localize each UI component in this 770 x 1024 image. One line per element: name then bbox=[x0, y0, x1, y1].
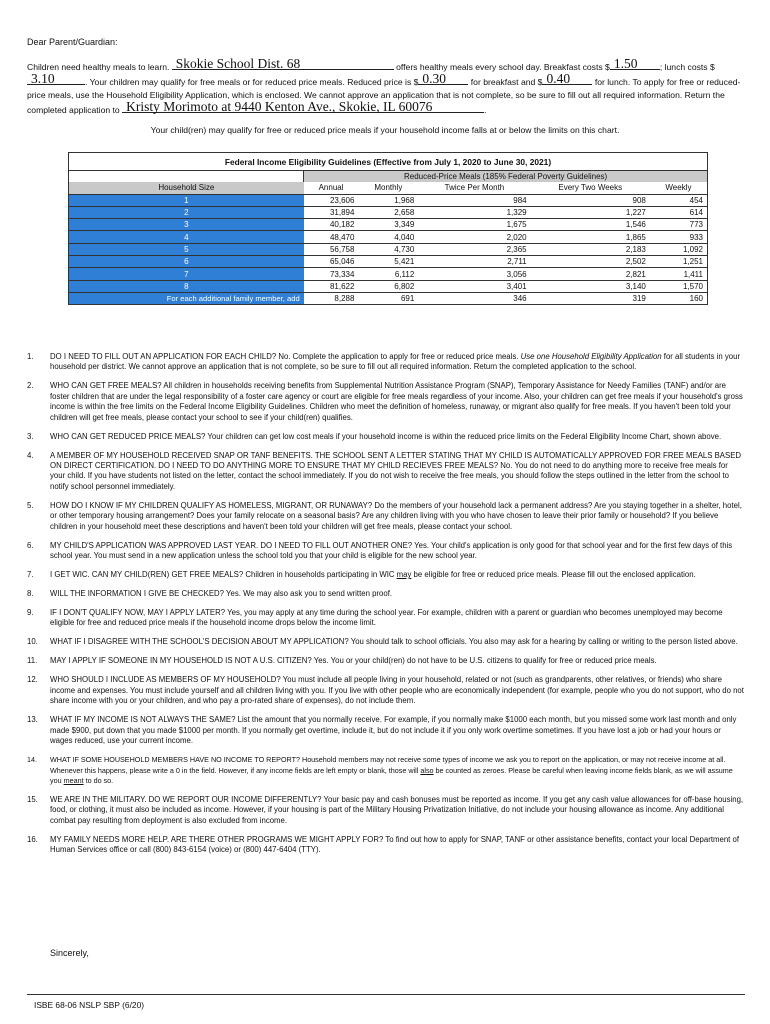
lunch-cost: 3.10 bbox=[31, 71, 55, 86]
faq-answer: be eligible for free or reduced price meals. Please fill out the enclosed application. bbox=[411, 570, 696, 580]
table-row bbox=[69, 206, 708, 218]
faq-item bbox=[27, 608, 745, 629]
income-cell: 1,865 bbox=[531, 231, 650, 243]
faq-item bbox=[27, 501, 745, 532]
household-size-cell: 8 bbox=[69, 280, 304, 292]
income-cell: 8,288 bbox=[304, 292, 359, 304]
greeting: Dear Parent/Guardian: bbox=[27, 37, 118, 47]
faq-answer-underline: may bbox=[396, 570, 412, 580]
table-row bbox=[69, 280, 708, 292]
household-size-cell: For each additional family member, add bbox=[69, 292, 304, 304]
income-cell: 48,470 bbox=[304, 231, 359, 243]
table-row bbox=[69, 268, 708, 280]
faq-item bbox=[27, 352, 745, 373]
income-cell: 4,730 bbox=[358, 243, 418, 255]
form-id-footer: ISBE 68-06 NSLP SBP (6/20) bbox=[34, 1000, 145, 1010]
household-size-cell: 2 bbox=[69, 206, 304, 218]
income-cell: 1,411 bbox=[650, 268, 708, 280]
closing: Sincerely, bbox=[50, 948, 89, 958]
breakfast-cost-field bbox=[610, 55, 660, 71]
faq-number: 11. bbox=[27, 656, 38, 666]
income-cell: 23,606 bbox=[304, 194, 359, 206]
table-row bbox=[69, 219, 708, 231]
faq-answer-emphasis: Use one Household Eligibility Application bbox=[520, 352, 662, 361]
faq-answer-underline: meant bbox=[63, 775, 84, 785]
income-cell: 5,421 bbox=[358, 256, 418, 268]
household-size-cell: 6 bbox=[69, 256, 304, 268]
faq-answer: Your children can get low cost meals if your household income is within the reduced price limits on the Federal Eligibility Income Chart, shown above. bbox=[205, 431, 722, 441]
household-size-cell: 3 bbox=[69, 219, 304, 231]
faq-question: MAY I APPLY IF SOMEONE IN MY HOUSEHOLD IS NOT A U.S. CITIZEN? bbox=[50, 656, 312, 666]
faq-item bbox=[27, 589, 745, 599]
intro-text: Children need healthy meals to learn. bbox=[27, 62, 170, 72]
breakfast-cost: 1.50 bbox=[613, 55, 638, 71]
faq-question: WHAT IF I DISAGREE WITH THE SCHOOL'S DECISION ABOUT MY APPLICATION? bbox=[50, 637, 349, 647]
household-size-cell: 7 bbox=[69, 268, 304, 280]
faq-question: DO I NEED TO FILL OUT AN APPLICATION FOR EACH CHILD? bbox=[50, 352, 277, 361]
household-size-cell: 4 bbox=[69, 231, 304, 243]
income-cell: 2,502 bbox=[531, 256, 650, 268]
lunch-cost-field bbox=[27, 73, 85, 85]
faq-question: WHAT IF SOME HOUSEHOLD MEMBERS HAVE NO INCOME TO REPORT? bbox=[50, 755, 300, 765]
col-header: Household Size bbox=[69, 182, 304, 194]
income-cell: 56,758 bbox=[304, 243, 359, 255]
income-cell: 160 bbox=[650, 292, 708, 304]
table-row bbox=[69, 292, 708, 304]
faq-number: 2. bbox=[27, 381, 34, 391]
faq-answer: To find out how to apply for SNAP, TANF or other assistance benefits, contact your local Department of Human Services office or call (800) 843-6154 (voice) or (800) 447-6404 (TTY). bbox=[50, 834, 739, 855]
faq-answer: You must include all people living in your household, related or not (such as grandparents, other relatives, or friends) who share income and expenses. You must include yourself and all children living with you. If you live with other people who are economically independent (for example, people who you do not support, who do not share income with you or your children, and who pay a pro-rated share of expenses), do not include them. bbox=[50, 675, 744, 706]
income-cell: 4,040 bbox=[358, 231, 418, 243]
faq-item bbox=[27, 675, 745, 706]
income-cell: 319 bbox=[531, 292, 650, 304]
faq-number: 6. bbox=[27, 540, 34, 550]
faq-answer: Yes, you may apply at any time during the school year. For example, children with a parent or guardian who becomes unemployed may become eligible for free and reduced price meals if the household income drops below the income limit. bbox=[50, 608, 723, 628]
faq-number: 1. bbox=[27, 352, 34, 361]
income-cell: 691 bbox=[358, 292, 418, 304]
faq-item bbox=[27, 835, 745, 856]
income-cell: 984 bbox=[418, 194, 530, 206]
col-header: Annual bbox=[304, 182, 359, 194]
income-cell: 2,183 bbox=[531, 243, 650, 255]
income-cell: 73,334 bbox=[304, 268, 359, 280]
faq-list bbox=[27, 352, 745, 864]
household-size-cell: 1 bbox=[69, 194, 304, 206]
faq-answer: Do the members of your household lack a permanent address? Are you staying together in a shelter, hotel, or other temporary housing arrangement? Does your family relocate on a seasonal basis? Are any children living with you who have chosen to leave their prior family or household? If you believe children in your household meet these descriptions and haven't been told your children will get free meals, please contact your school. bbox=[50, 500, 742, 531]
faq-question: I GET WIC. CAN MY CHILD(REN) GET FREE MEALS? bbox=[50, 570, 244, 580]
faq-item bbox=[27, 795, 745, 826]
col-header: Weekly bbox=[650, 182, 708, 194]
intro-text: for lunch. To apply for free or reduced-price meals, use the Household Eligibility Application, which is enclosed. We cannot approve an application that is not complete, so be sure to fill out all required information. Return the completed application to bbox=[27, 77, 741, 115]
faq-answer: No. You do not need to do anything more to receive free meals for your child. If you have students not listed on the letter, contact the school immediately. If you do not wish to receive the free meals, you should follow the steps outlined in the letter from the school to notify school personnel immediately. bbox=[50, 461, 729, 491]
table-row bbox=[69, 194, 708, 206]
faq-answer: Children in households participating in WIC bbox=[243, 570, 397, 580]
faq-item bbox=[27, 570, 745, 580]
faq-question: WHO CAN GET FREE MEALS? bbox=[50, 381, 162, 391]
faq-number: 8. bbox=[27, 589, 34, 599]
return-to-field bbox=[122, 98, 487, 115]
income-cell: 40,182 bbox=[304, 219, 359, 231]
income-cell: 1,675 bbox=[418, 219, 530, 231]
table-title: Federal Income Eligibility Guidelines (Effective from July 1, 2020 to June 30, 2021) bbox=[69, 153, 708, 171]
faq-question: IF I DON'T QUALIFY NOW, MAY I APPLY LATER? bbox=[50, 608, 226, 618]
income-cell: 3,056 bbox=[418, 268, 530, 280]
income-cell: 1,227 bbox=[531, 206, 650, 218]
intro-text: offers healthy meals every school day. Breakfast costs $ bbox=[396, 62, 610, 72]
intro-paragraph bbox=[27, 55, 745, 116]
income-cell: 81,622 bbox=[304, 280, 359, 292]
faq-number: 12. bbox=[27, 675, 38, 685]
faq-question: MY CHILD'S APPLICATION WAS APPROVED LAST YEAR. DO I NEED TO FILL OUT ANOTHER ONE? bbox=[50, 540, 413, 550]
income-eligibility-table bbox=[68, 152, 708, 305]
faq-number: 9. bbox=[27, 608, 34, 618]
intro-text: ; lunch costs $ bbox=[659, 62, 715, 72]
reduced-breakfast-price: 0.30 bbox=[422, 71, 447, 86]
income-cell: 3,140 bbox=[531, 280, 650, 292]
income-cell: 6,112 bbox=[358, 268, 418, 280]
table-row bbox=[69, 231, 708, 243]
faq-question: HOW DO I KNOW IF MY CHILDREN QUALIFY AS HOMELESS, MIGRANT, OR RUNAWAY? bbox=[50, 500, 373, 510]
reduced-lunch-price: 0.40 bbox=[546, 71, 571, 86]
faq-answer: You should talk to school officials. You also may ask for a hearing by calling or writing to the person listed above. bbox=[348, 637, 738, 647]
faq-answer: No. Complete the application to apply for free or reduced price meals. bbox=[276, 352, 521, 361]
faq-question: WHO SHOULD I INCLUDE AS MEMBERS OF MY HOUSEHOLD? bbox=[50, 675, 281, 685]
reduced-lunch-field bbox=[542, 73, 592, 85]
income-cell: 773 bbox=[650, 219, 708, 231]
faq-question: WE ARE IN THE MILITARY. DO WE REPORT OUR INCOME DIFFERENTLY? bbox=[50, 794, 322, 804]
household-size-cell: 5 bbox=[69, 243, 304, 255]
income-cell: 346 bbox=[418, 292, 530, 304]
col-header: Monthly bbox=[358, 182, 418, 194]
faq-answer: for all students in your household per district. We cannot approve an application that is not complete, so be sure to fill out all required information. Return the completed application to the school. bbox=[50, 352, 741, 372]
faq-answer: to do so. bbox=[83, 775, 114, 785]
faq-number: 10. bbox=[27, 637, 38, 647]
income-cell: 3,401 bbox=[418, 280, 530, 292]
faq-number: 5. bbox=[27, 500, 34, 510]
return-to-address: Kristy Morimoto at 9440 Kenton Ave., Skokie, IL 60076 bbox=[126, 98, 433, 114]
faq-answer: List the amount that you normally receive. For example, if you normally make $1000 each month, but you missed some work last month and only made $900, put down that you made $1000 per month. If you normally get overtime, include it, but do not include it if you only work overtime sometimes. If you have lost a job or had your hours or wages reduced, use your current income. bbox=[50, 715, 737, 746]
income-cell: 933 bbox=[650, 231, 708, 243]
faq-answer: Your basic pay and cash bonuses must be reported as income. If you get any cash value allowances for off-base housing, food, or clothing, it must also be included as income. However, if your housing is part of the Military Housing Privatization Initiative, do not include your housing allowance as income. Any additional combat pay resulting from deployment is also excluded from income. bbox=[50, 794, 744, 825]
faq-question: A MEMBER OF MY HOUSEHOLD RECEIVED SNAP OR TANF BENEFITS. THE SCHOOL SENT A LETTER STATING THAT MY CHILD IS AUTOMATICALLY APPROVED FOR FREE MEALS BASED ON DIRECT CERTIFICATION. DO I NEED TO DO ANYTHING MORE TO ENSURE THAT MY CHILD RECIEVES FREE MEALS? bbox=[50, 450, 742, 471]
col-header: Twice Per Month bbox=[418, 182, 530, 194]
faq-item bbox=[27, 656, 745, 666]
income-cell: 31,894 bbox=[304, 206, 359, 218]
faq-answer: All children in households receiving benefits from Supplemental Nutrition Assistance Program (SNAP), Temporary Assistance for Needy Families (TANF) and/or are foster children that are under the legal responsibility of a foster care agency or court are eligible for free meals regardless of your income. Also, your children can get free meals if your household's gross income is within the free limits on the Federal Income Eligibility Guidelines. Children who meet the definition of homeless, runaway, or migrant also qualify for free meals. If you haven't been told your children will get free meals, please contact your school to see if your child(ren) qualifies. bbox=[50, 381, 743, 422]
eligibility-note: Your child(ren) may qualify for free or reduced price meals if your household income falls at or below the limits on this chart. bbox=[150, 125, 620, 135]
table-body bbox=[69, 194, 708, 305]
income-cell: 65,046 bbox=[304, 256, 359, 268]
income-cell: 1,251 bbox=[650, 256, 708, 268]
faq-item bbox=[27, 451, 745, 493]
faq-number: 4. bbox=[27, 450, 34, 460]
faq-item bbox=[27, 381, 745, 423]
school-name-field bbox=[172, 55, 394, 71]
faq-answer: Household members may not receive some types of income we ask you to report on the application, or may not receive income at all. Whenever this happens, please write a 0 in the field. However, if any income fields are left empty or blank, those will bbox=[50, 755, 726, 775]
faq-answer: Yes. We may also ask you to send written proof. bbox=[224, 589, 393, 599]
table-spacer bbox=[69, 171, 304, 183]
intro-text: . bbox=[484, 104, 487, 115]
school-name: Skokie School Dist. 68 bbox=[175, 55, 301, 71]
faq-number: 13. bbox=[27, 715, 38, 725]
intro-text: . Your children may qualify for free meals or for reduced price meals. Reduced price is $ bbox=[85, 77, 419, 88]
faq-number: 15. bbox=[27, 794, 38, 804]
faq-answer-underline: also bbox=[420, 765, 434, 775]
faq-number: 14. bbox=[27, 755, 37, 765]
faq-number: 3. bbox=[27, 431, 34, 441]
intro-text: for breakfast and $ bbox=[470, 77, 543, 88]
table-row bbox=[69, 256, 708, 268]
faq-answer: Yes. You or your child(ren) do not have to be U.S. citizens to qualify for free or reduced price meals. bbox=[311, 656, 657, 666]
income-cell: 2,365 bbox=[418, 243, 530, 255]
income-cell: 614 bbox=[650, 206, 708, 218]
faq-question: MY FAMILY NEEDS MORE HELP. ARE THERE OTHER PROGRAMS WE MIGHT APPLY FOR? bbox=[50, 834, 384, 844]
faq-question: WHO CAN GET REDUCED PRICE MEALS? bbox=[50, 431, 206, 441]
faq-item bbox=[27, 432, 745, 442]
faq-question: WILL THE INFORMATION I GIVE BE CHECKED? bbox=[50, 589, 225, 599]
faq-answer: be counted as zeroes. Please be careful when leaving income fields blank, as we will assume you bbox=[50, 765, 733, 785]
income-cell: 908 bbox=[531, 194, 650, 206]
faq-item bbox=[27, 637, 745, 647]
footer-divider bbox=[27, 994, 745, 995]
faq-item bbox=[27, 755, 745, 786]
faq-item bbox=[27, 715, 745, 746]
table-row bbox=[69, 243, 708, 255]
income-cell: 2,020 bbox=[418, 231, 530, 243]
faq-answer: Yes. Your child's application is only good for that school year and for the first few days of this school year. You must send in a new application unless the school told you that your child is eligible for the new school year. bbox=[50, 540, 733, 561]
income-cell: 3,349 bbox=[358, 219, 418, 231]
table-subtitle: Reduced-Price Meals (185% Federal Poverty Guidelines) bbox=[304, 171, 708, 183]
faq-question: WHAT IF MY INCOME IS NOT ALWAYS THE SAME? bbox=[50, 715, 236, 725]
income-cell: 1,546 bbox=[531, 219, 650, 231]
income-cell: 454 bbox=[650, 194, 708, 206]
col-header: Every Two Weeks bbox=[531, 182, 650, 194]
income-cell: 1,329 bbox=[418, 206, 530, 218]
table-header-row bbox=[69, 182, 708, 194]
income-cell: 2,821 bbox=[531, 268, 650, 280]
income-cell: 1,968 bbox=[358, 194, 418, 206]
income-cell: 6,802 bbox=[358, 280, 418, 292]
income-cell: 2,711 bbox=[418, 256, 530, 268]
faq-number: 7. bbox=[27, 570, 34, 580]
faq-item bbox=[27, 541, 745, 562]
income-cell: 1,570 bbox=[650, 280, 708, 292]
income-cell: 2,658 bbox=[358, 206, 418, 218]
faq-number: 16. bbox=[27, 834, 38, 844]
reduced-breakfast-field bbox=[418, 73, 468, 85]
income-cell: 1,092 bbox=[650, 243, 708, 255]
